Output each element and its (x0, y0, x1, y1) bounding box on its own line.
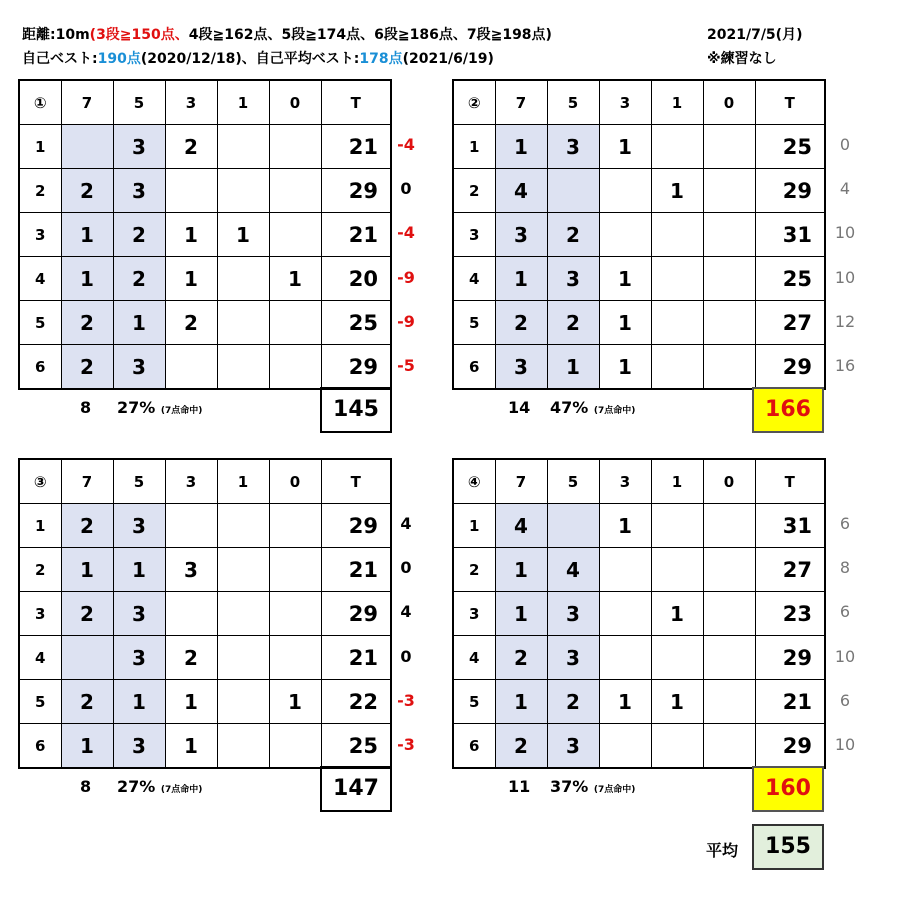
hit-stats (508, 777, 530, 796)
column-header: 1 (651, 459, 703, 504)
header-line-1 (22, 26, 552, 44)
score-cell-7: 1 (495, 125, 547, 169)
table-row (453, 680, 825, 724)
table-row (453, 636, 825, 680)
score-cell-1 (651, 504, 703, 548)
table-row (19, 213, 391, 257)
table-row (19, 504, 391, 548)
end-number: 3 (19, 592, 61, 636)
end-total: 27 (755, 548, 825, 592)
session-date: 2021/7/5(月) (707, 27, 803, 43)
table-row (19, 169, 391, 213)
pct-note: (7点命中) (160, 785, 203, 796)
end-total: 29 (755, 724, 825, 769)
score-cell-7: 2 (495, 724, 547, 769)
column-header: 0 (269, 459, 321, 504)
score-cell-0: 1 (269, 680, 321, 724)
score-cell-0 (269, 301, 321, 345)
pct-note: (7点命中) (593, 785, 636, 796)
end-total: 25 (321, 724, 391, 769)
end-number: 4 (453, 257, 495, 301)
score-cell-7: 3 (495, 213, 547, 257)
table-row (453, 169, 825, 213)
running-diff: 4 (400, 514, 412, 533)
end-total: 31 (755, 213, 825, 257)
pct-value: 37% (550, 777, 589, 797)
running-diff: 10 (834, 646, 856, 666)
seven-hit-count: 14 (508, 398, 531, 418)
score-cell-3: 1 (599, 680, 651, 724)
score-cell-5: 2 (547, 680, 599, 724)
score-cell-5: 3 (547, 257, 599, 301)
table-row (453, 592, 825, 636)
running-diff: 4 (839, 179, 851, 199)
average-value: 155 (752, 824, 824, 870)
end-number: 6 (453, 724, 495, 769)
end-total: 29 (755, 169, 825, 213)
score-cell-0 (269, 169, 321, 213)
end-number: 5 (453, 680, 495, 724)
score-cell-3 (165, 169, 217, 213)
column-header: 3 (599, 459, 651, 504)
column-header: 0 (703, 459, 755, 504)
end-total: 25 (755, 257, 825, 301)
score-cell-0 (269, 636, 321, 680)
score-table (18, 79, 392, 390)
score-cell-3 (599, 724, 651, 769)
score-cell-5: 3 (547, 636, 599, 680)
end-number: 4 (19, 257, 61, 301)
running-diff: 0 (400, 558, 412, 578)
score-cell-7: 2 (61, 345, 113, 390)
hit-stats (80, 398, 91, 417)
end-number: 4 (19, 636, 61, 680)
hit-percentage (550, 777, 635, 796)
score-cell-7 (61, 636, 113, 680)
running-diff: 0 (400, 179, 412, 199)
end-total: 29 (321, 504, 391, 548)
end-number: 1 (19, 125, 61, 169)
table-row (453, 504, 825, 548)
score-cell-1 (217, 345, 269, 390)
column-header: 0 (269, 80, 321, 125)
score-cell-3: 2 (165, 301, 217, 345)
score-cell-1 (651, 548, 703, 592)
column-header: 7 (61, 80, 113, 125)
column-header: 5 (547, 459, 599, 504)
score-cell-7: 1 (61, 724, 113, 769)
hit-percentage (117, 777, 202, 796)
column-header: 1 (217, 459, 269, 504)
table-row (19, 680, 391, 724)
score-cell-1: 1 (651, 592, 703, 636)
pct-note: (7点命中) (593, 406, 636, 417)
running-diff: 0 (400, 646, 412, 666)
round-label: ④ (453, 459, 495, 504)
score-cell-1 (651, 301, 703, 345)
column-header: 7 (61, 459, 113, 504)
hit-percentage (550, 398, 635, 417)
score-cell-5: 2 (113, 213, 165, 257)
round-total: 145 (320, 387, 392, 433)
score-cell-3: 1 (599, 257, 651, 301)
score-cell-0 (703, 213, 755, 257)
score-cell-0 (703, 724, 755, 769)
end-number: 5 (19, 680, 61, 724)
table-row (453, 548, 825, 592)
score-cell-0 (703, 592, 755, 636)
running-diff: 4 (400, 602, 412, 622)
score-cell-0 (703, 169, 755, 213)
best-label: 自己ベスト: (22, 51, 98, 67)
score-cell-3: 2 (165, 636, 217, 680)
column-header: 5 (547, 80, 599, 125)
score-cell-1 (217, 257, 269, 301)
column-header: 1 (651, 80, 703, 125)
seven-hit-count: 8 (80, 777, 92, 797)
score-cell-5: 1 (113, 301, 165, 345)
score-cell-7: 2 (61, 592, 113, 636)
running-diff: 12 (834, 311, 856, 331)
end-total: 27 (755, 301, 825, 345)
column-header: 3 (599, 80, 651, 125)
running-diff: -5 (397, 356, 415, 375)
end-total: 29 (321, 592, 391, 636)
score-cell-1 (217, 169, 269, 213)
end-number: 5 (19, 301, 61, 345)
hit-percentage (117, 398, 202, 417)
score-cell-3: 1 (165, 724, 217, 769)
score-cell-1: 1 (651, 169, 703, 213)
round-total: 160 (752, 766, 824, 812)
pct-value: 27% (117, 398, 156, 418)
score-cell-1: 1 (217, 213, 269, 257)
table-row (19, 125, 391, 169)
score-cell-0: 1 (269, 257, 321, 301)
column-header: T (755, 459, 825, 504)
end-total: 29 (321, 169, 391, 213)
running-diff: -3 (397, 690, 415, 710)
end-total: 20 (321, 257, 391, 301)
running-diff: -4 (397, 223, 415, 243)
end-total: 21 (321, 636, 391, 680)
score-cell-1 (651, 636, 703, 680)
score-cell-5: 2 (547, 213, 599, 257)
score-cell-5: 3 (113, 169, 165, 213)
table-row (453, 724, 825, 769)
pct-value: 47% (550, 398, 589, 418)
score-cell-5: 3 (547, 592, 599, 636)
end-number: 3 (453, 213, 495, 257)
score-cell-1 (217, 636, 269, 680)
round-total: 147 (320, 766, 392, 812)
column-header: T (321, 459, 391, 504)
score-cell-3 (599, 548, 651, 592)
score-cell-7: 2 (61, 169, 113, 213)
table-row (19, 257, 391, 301)
distance-label: 距離:10m (22, 27, 90, 43)
score-cell-7: 2 (61, 680, 113, 724)
score-cell-5: 3 (113, 125, 165, 169)
score-cell-0 (703, 548, 755, 592)
score-cell-7: 2 (495, 636, 547, 680)
end-number: 1 (453, 504, 495, 548)
score-cell-1 (217, 125, 269, 169)
score-cell-3: 1 (599, 504, 651, 548)
end-number: 6 (19, 724, 61, 769)
column-header: T (755, 80, 825, 125)
score-cell-5: 1 (113, 548, 165, 592)
score-cell-1 (651, 125, 703, 169)
best-value: 190点 (97, 51, 141, 67)
score-cell-5: 3 (113, 724, 165, 769)
score-cell-3: 2 (165, 125, 217, 169)
score-cell-5: 2 (113, 257, 165, 301)
end-number: 4 (453, 636, 495, 680)
score-cell-1 (651, 213, 703, 257)
running-diff: -9 (397, 267, 415, 287)
running-diff: 10 (834, 223, 856, 243)
score-cell-5: 3 (113, 345, 165, 390)
pct-note: (7点命中) (160, 406, 203, 417)
end-total: 29 (755, 345, 825, 390)
score-cell-0 (703, 345, 755, 390)
score-cell-1 (651, 724, 703, 769)
score-cell-1 (217, 680, 269, 724)
score-cell-7: 3 (495, 345, 547, 390)
score-cell-5: 4 (547, 548, 599, 592)
score-cell-1 (217, 548, 269, 592)
table-row (453, 301, 825, 345)
column-header: 0 (703, 80, 755, 125)
end-number: 3 (453, 592, 495, 636)
best-date: (2020/12/18)、自己平均ベスト: (140, 51, 360, 67)
score-cell-7: 2 (61, 301, 113, 345)
seven-hit-count: 8 (80, 398, 92, 418)
round-total: 166 (752, 387, 824, 433)
running-diff: 6 (839, 690, 851, 710)
end-total: 22 (321, 680, 391, 724)
end-number: 6 (453, 345, 495, 390)
end-number: 1 (453, 125, 495, 169)
score-cell-0 (269, 548, 321, 592)
score-cell-7: 2 (61, 504, 113, 548)
end-number: 1 (19, 504, 61, 548)
score-cell-5 (547, 169, 599, 213)
column-header: 3 (165, 80, 217, 125)
score-cell-7: 2 (495, 301, 547, 345)
score-cell-5: 1 (113, 680, 165, 724)
score-cell-0 (703, 504, 755, 548)
hit-stats (80, 777, 91, 796)
score-cell-0 (269, 125, 321, 169)
header-line-2 (22, 50, 494, 68)
score-cell-0 (703, 680, 755, 724)
end-number: 2 (453, 548, 495, 592)
score-cell-0 (703, 257, 755, 301)
score-cell-3 (599, 169, 651, 213)
score-cell-1 (217, 504, 269, 548)
score-cell-5 (547, 504, 599, 548)
score-cell-7: 1 (495, 592, 547, 636)
column-header: 1 (217, 80, 269, 125)
end-total: 21 (321, 125, 391, 169)
score-cell-5: 3 (113, 504, 165, 548)
end-number: 2 (19, 548, 61, 592)
end-number: 2 (453, 169, 495, 213)
score-cell-3: 1 (599, 345, 651, 390)
running-diff: 10 (834, 735, 856, 754)
end-total: 21 (321, 548, 391, 592)
score-cell-7: 1 (61, 257, 113, 301)
score-cell-3 (599, 213, 651, 257)
score-cell-1 (217, 724, 269, 769)
column-header: 3 (165, 459, 217, 504)
score-cell-1: 1 (651, 680, 703, 724)
table-row (19, 592, 391, 636)
end-total: 21 (321, 213, 391, 257)
score-cell-3 (165, 345, 217, 390)
score-table (452, 458, 826, 769)
average-label: 平均 (706, 841, 739, 860)
running-diff: -3 (397, 735, 415, 754)
seven-hit-count: 11 (508, 777, 531, 797)
score-cell-5: 3 (113, 636, 165, 680)
end-total: 21 (755, 680, 825, 724)
score-cell-1 (651, 345, 703, 390)
score-cell-7: 1 (61, 213, 113, 257)
score-cell-3: 1 (599, 301, 651, 345)
end-total: 25 (755, 125, 825, 169)
column-header: 7 (495, 80, 547, 125)
end-total: 29 (755, 636, 825, 680)
table-row (453, 345, 825, 390)
score-cell-7: 1 (61, 548, 113, 592)
score-cell-0 (703, 125, 755, 169)
table-row (19, 345, 391, 390)
criteria-3dan: (3段≧150点、 (89, 27, 189, 43)
score-cell-3 (599, 592, 651, 636)
column-header: 7 (495, 459, 547, 504)
table-row (453, 213, 825, 257)
column-header: T (321, 80, 391, 125)
score-cell-1 (217, 301, 269, 345)
column-header: 5 (113, 459, 165, 504)
avg-best-date: (2021/6/19) (402, 51, 494, 67)
column-header: 5 (113, 80, 165, 125)
score-cell-3: 1 (165, 680, 217, 724)
score-table (18, 458, 392, 769)
score-cell-0 (269, 345, 321, 390)
table-row (19, 636, 391, 680)
end-number: 3 (19, 213, 61, 257)
practice-note: ※練習なし (707, 51, 777, 67)
table-row (453, 125, 825, 169)
end-total: 31 (755, 504, 825, 548)
score-table (452, 79, 826, 390)
score-cell-5: 3 (113, 592, 165, 636)
score-cell-3: 1 (165, 213, 217, 257)
score-cell-5: 3 (547, 125, 599, 169)
score-cell-1 (217, 592, 269, 636)
running-diff: 0 (839, 135, 851, 154)
running-diff: -9 (397, 311, 415, 331)
score-cell-7: 4 (495, 504, 547, 548)
score-cell-1 (651, 257, 703, 301)
score-cell-7: 1 (495, 680, 547, 724)
score-cell-3 (599, 636, 651, 680)
score-cell-5: 3 (547, 724, 599, 769)
running-diff: -4 (397, 135, 415, 154)
table-row (19, 548, 391, 592)
score-cell-7 (61, 125, 113, 169)
table-row (19, 301, 391, 345)
running-diff: 8 (839, 558, 851, 578)
score-cell-0 (703, 301, 755, 345)
table-row (19, 724, 391, 769)
score-cell-0 (269, 724, 321, 769)
round-label: ③ (19, 459, 61, 504)
running-diff: 6 (839, 514, 851, 533)
score-cell-5: 2 (547, 301, 599, 345)
score-cell-0 (269, 504, 321, 548)
pct-value: 27% (117, 777, 156, 797)
end-number: 2 (19, 169, 61, 213)
score-cell-3: 3 (165, 548, 217, 592)
running-diff: 6 (839, 602, 851, 622)
round-label: ② (453, 80, 495, 125)
score-cell-7: 4 (495, 169, 547, 213)
avg-best-value: 178点 (359, 51, 403, 67)
criteria-rest: 4段≧162点、5段≧174点、6段≧186点、7段≧198点) (188, 27, 552, 43)
score-cell-0 (269, 213, 321, 257)
score-cell-3 (165, 592, 217, 636)
score-cell-0 (703, 636, 755, 680)
score-cell-3 (165, 504, 217, 548)
end-total: 23 (755, 592, 825, 636)
running-diff: 10 (834, 267, 856, 287)
round-label: ① (19, 80, 61, 125)
score-cell-7: 1 (495, 548, 547, 592)
hit-stats (508, 398, 530, 417)
score-cell-7: 1 (495, 257, 547, 301)
score-cell-0 (269, 592, 321, 636)
score-cell-3: 1 (165, 257, 217, 301)
score-cell-5: 1 (547, 345, 599, 390)
end-number: 6 (19, 345, 61, 390)
running-diff: 16 (834, 356, 856, 375)
end-total: 25 (321, 301, 391, 345)
end-total: 29 (321, 345, 391, 390)
end-number: 5 (453, 301, 495, 345)
table-row (453, 257, 825, 301)
score-cell-3: 1 (599, 125, 651, 169)
